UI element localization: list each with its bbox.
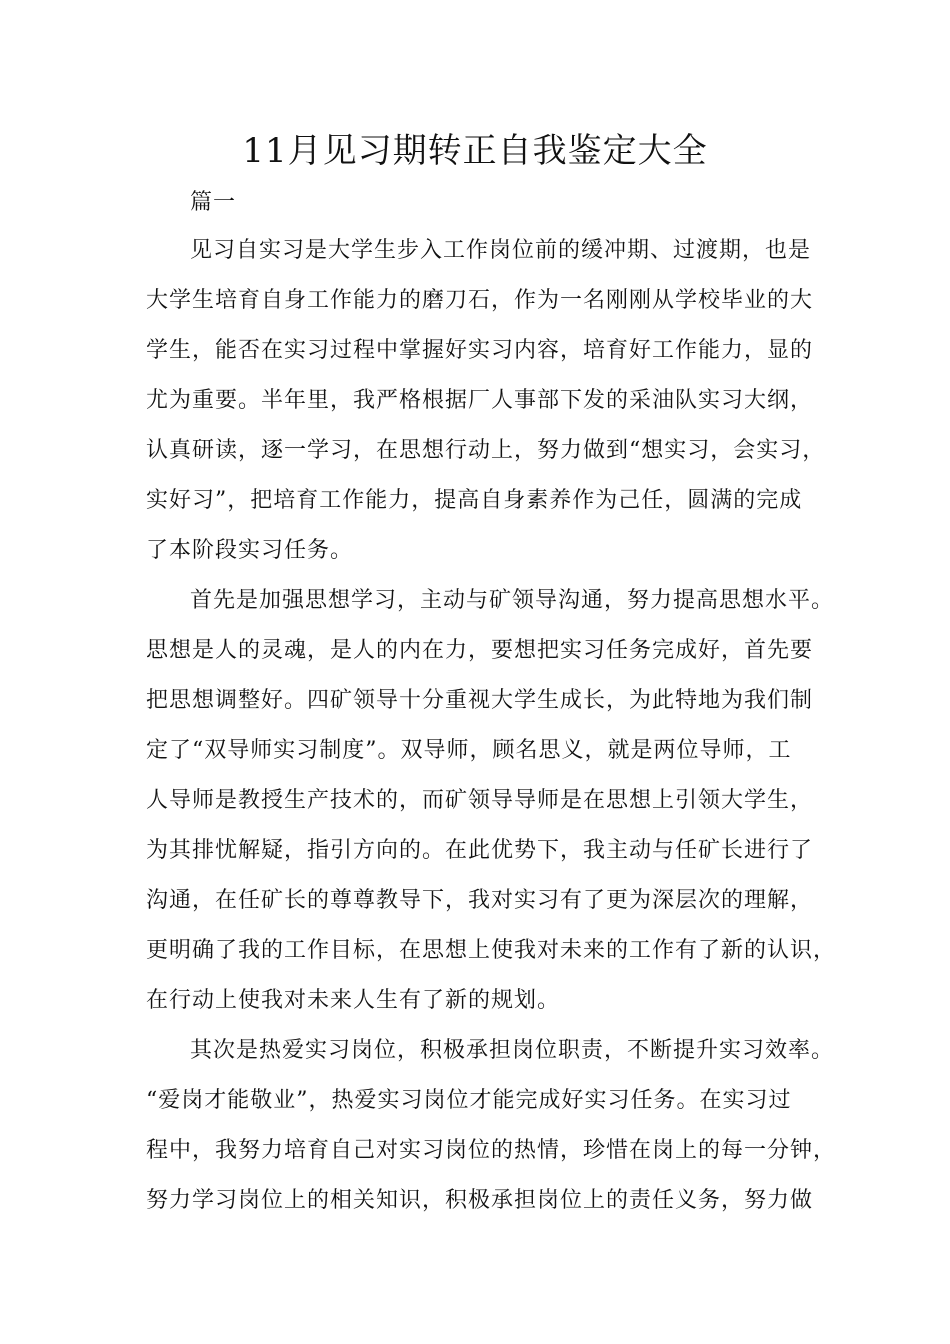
paragraph-line: 在行动上使我对未来人生有了新的规划。: [146, 988, 561, 1013]
paragraph-line: 沟通，在任矿长的尊尊教导下，我对实习有了更为深层次的理解，: [146, 888, 814, 913]
paragraph-line: 实好习”，把培育工作能力，提高自身素养作为己任，圆满的完成: [146, 488, 803, 513]
paragraph-line: 定了“双导师实习制度”。双导师，顾名思义，就是两位导师，工: [146, 738, 792, 763]
paragraph-line: 其次是热爱实习岗位，积极承担岗位职责，不断提升实习效率。: [190, 1038, 835, 1063]
paragraph-line: 见习自实习是大学生步入工作岗位前的缓冲期、过渡期，也是: [190, 238, 812, 263]
paragraph-line: 把思想调整好。四矿领导十分重视大学生成长，为此特地为我们制: [146, 688, 814, 713]
paragraph-line: 尤为重要。半年里，我严格根据厂人事部下发的采油队实习大纲，: [146, 388, 814, 413]
document-title: 11月见习期转正自我鉴定大全: [242, 131, 708, 171]
paragraph-line: 程中，我努力培育自己对实习岗位的热情，珍惜在岗上的每一分钟，: [146, 1138, 837, 1163]
paragraph-line: 为其排忧解疑，指引方向的。在此优势下，我主动与任矿长进行了: [146, 838, 814, 863]
paragraph-line: 更明确了我的工作目标，在思想上使我对未来的工作有了新的认识，: [146, 938, 837, 963]
section-label: 篇一: [190, 190, 237, 215]
paragraph-line: “爱岗才能敬业”，热爱实习岗位才能完成好实习任务。在实习过: [146, 1088, 792, 1113]
paragraph-line: 首先是加强思想学习，主动与矿领导沟通，努力提高思想水平。: [190, 588, 835, 613]
paragraph-line: 大学生培育自身工作能力的磨刀石，作为一名刚刚从学校毕业的大: [146, 288, 814, 313]
paragraph-line: 思想是人的灵魂，是人的内在力，要想把实习任务完成好，首先要: [146, 638, 814, 663]
paragraph-line: 努力学习岗位上的相关知识，积极承担岗位上的责任义务，努力做: [146, 1188, 814, 1213]
paragraph-line: 学生，能否在实习过程中掌握好实习内容，培育好工作能力，显的: [146, 338, 814, 363]
paragraph-line: 人导师是教授生产技术的，而矿领导导师是在思想上引领大学生，: [146, 788, 814, 813]
paragraph-line: 了本阶段实习任务。: [146, 538, 354, 563]
paragraph-line: 认真研读，逐一学习，在思想行动上，努力做到“想实习，会实习，: [146, 438, 826, 463]
